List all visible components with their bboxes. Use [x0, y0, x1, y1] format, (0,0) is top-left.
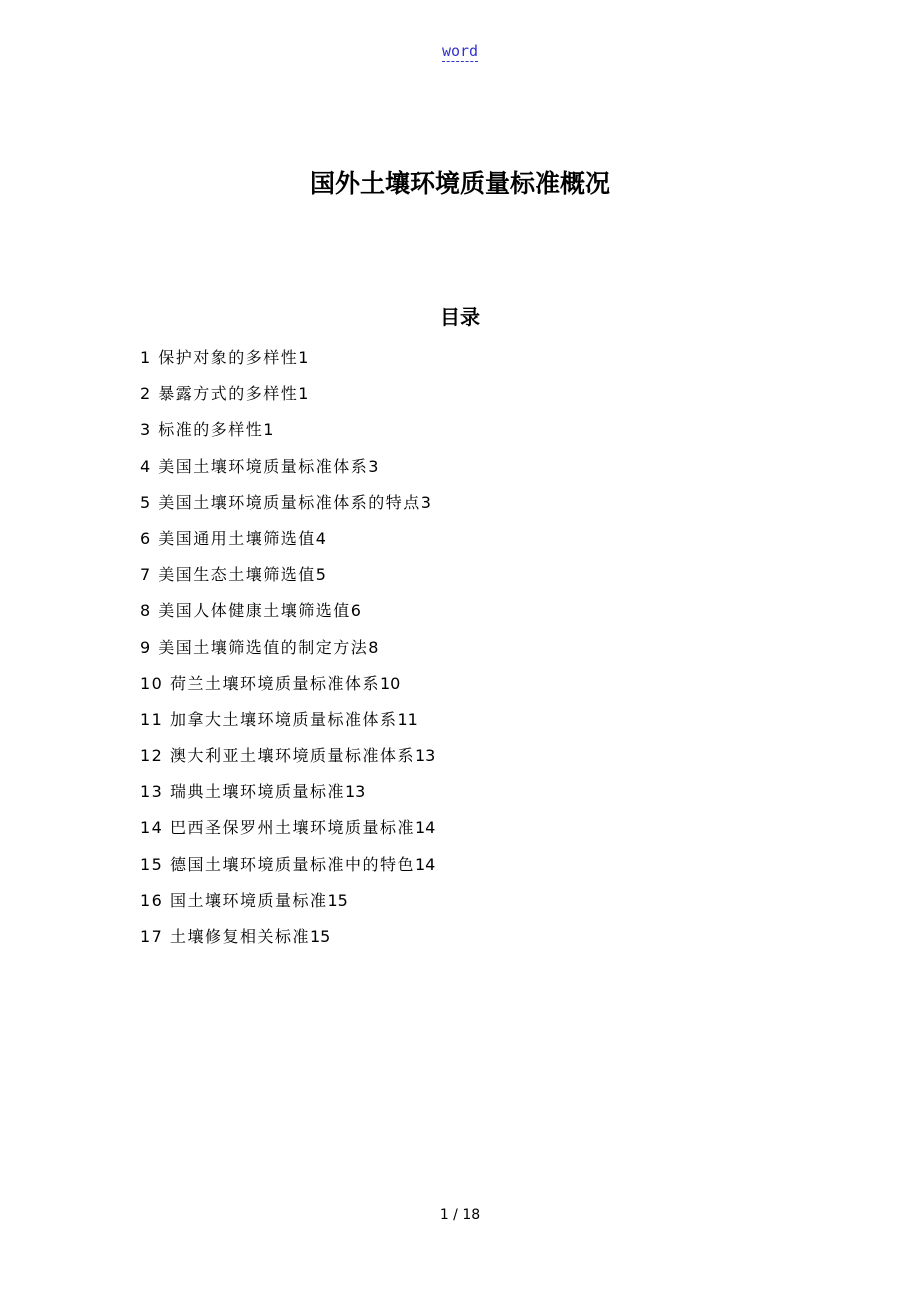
toc-entry-page: 3 — [420, 492, 431, 512]
toc-entry-page: 1 — [263, 420, 274, 440]
toc-heading: 目录 — [440, 305, 480, 329]
toc-entry-page: 1 — [298, 348, 309, 367]
toc-entry-text: 11 加拿大土壤环境质量标准体系 — [140, 709, 398, 729]
page-number: 1 / 18 — [439, 1207, 481, 1223]
toc-entry-text: 9 美国土壤筛选值的制定方法 — [140, 637, 369, 657]
toc-entry-page: 14 — [414, 854, 436, 874]
toc-entry[interactable] — [140, 599, 840, 635]
toc-entry[interactable] — [140, 816, 840, 852]
toc-entry[interactable] — [140, 563, 840, 599]
toc-entry[interactable] — [140, 455, 840, 491]
header — [0, 40, 920, 62]
toc-entry[interactable] — [140, 925, 840, 961]
toc-entry-page: 15 — [309, 927, 331, 946]
table-of-contents — [140, 346, 840, 961]
toc-entry-page: 13 — [414, 746, 436, 766]
toc-entry-page: 1 — [298, 384, 309, 404]
toc-entry-text: 6 美国通用土壤筛选值 — [140, 528, 316, 548]
toc-entry-text: 12 澳大利亚土壤环境质量标准体系 — [140, 746, 415, 766]
toc-entry-page: 11 — [397, 709, 418, 729]
toc-entry[interactable] — [140, 382, 840, 418]
toc-entry-text: 8 美国人体健康土壤筛选值 — [140, 601, 351, 621]
toc-entry-text: 4 美国土壤环境质量标准体系 — [140, 456, 369, 476]
toc-entry[interactable] — [140, 853, 840, 889]
document-title: 国外土壤环境质量标准概况 — [309, 169, 610, 198]
toc-entry-text: 13 瑞典土壤环境质量标准 — [140, 782, 345, 802]
toc-entry-page: 13 — [344, 782, 366, 802]
toc-entry[interactable] — [140, 346, 840, 382]
toc-entry[interactable] — [140, 708, 840, 744]
toc-entry[interactable] — [140, 672, 840, 708]
toc-entry-page: 10 — [379, 673, 401, 693]
toc-entry-text: 17 土壤修复相关标准 — [140, 927, 310, 946]
toc-entry-text: 10 荷兰土壤环境质量标准体系 — [140, 673, 380, 693]
toc-entry-text: 1 保护对象的多样性 — [140, 348, 299, 367]
toc-entry-page: 6 — [350, 601, 361, 621]
toc-entry-text: 5 美国土壤环境质量标准体系的特点 — [140, 492, 421, 512]
toc-entry-text: 15 德国土壤环境质量标准中的特色 — [140, 854, 415, 874]
toc-entry[interactable] — [140, 780, 840, 816]
toc-entry-page: 15 — [327, 890, 348, 910]
toc-entry-page: 3 — [368, 456, 379, 476]
toc-entry[interactable] — [140, 889, 840, 925]
toc-entry-text: 7 美国生态土壤筛选值 — [140, 565, 316, 585]
toc-entry-page: 14 — [414, 818, 436, 838]
toc-entry[interactable] — [140, 491, 840, 527]
word-link[interactable]: word — [441, 42, 479, 60]
toc-entry[interactable] — [140, 636, 840, 672]
toc-entry-text: 3 标准的多样性 — [140, 420, 264, 440]
toc-entry-text: 2 暴露方式的多样性 — [140, 384, 299, 404]
toc-entry[interactable] — [140, 744, 840, 780]
toc-entry-text: 14 巴西圣保罗州土壤环境质量标准 — [140, 818, 415, 838]
toc-entry-text: 16 国土壤环境质量标准 — [140, 890, 328, 910]
toc-entry-page: 4 — [315, 528, 326, 548]
toc-entry[interactable] — [140, 418, 840, 454]
toc-entry[interactable] — [140, 527, 840, 563]
toc-entry-page: 8 — [368, 637, 379, 657]
toc-entry-page: 5 — [315, 565, 326, 585]
